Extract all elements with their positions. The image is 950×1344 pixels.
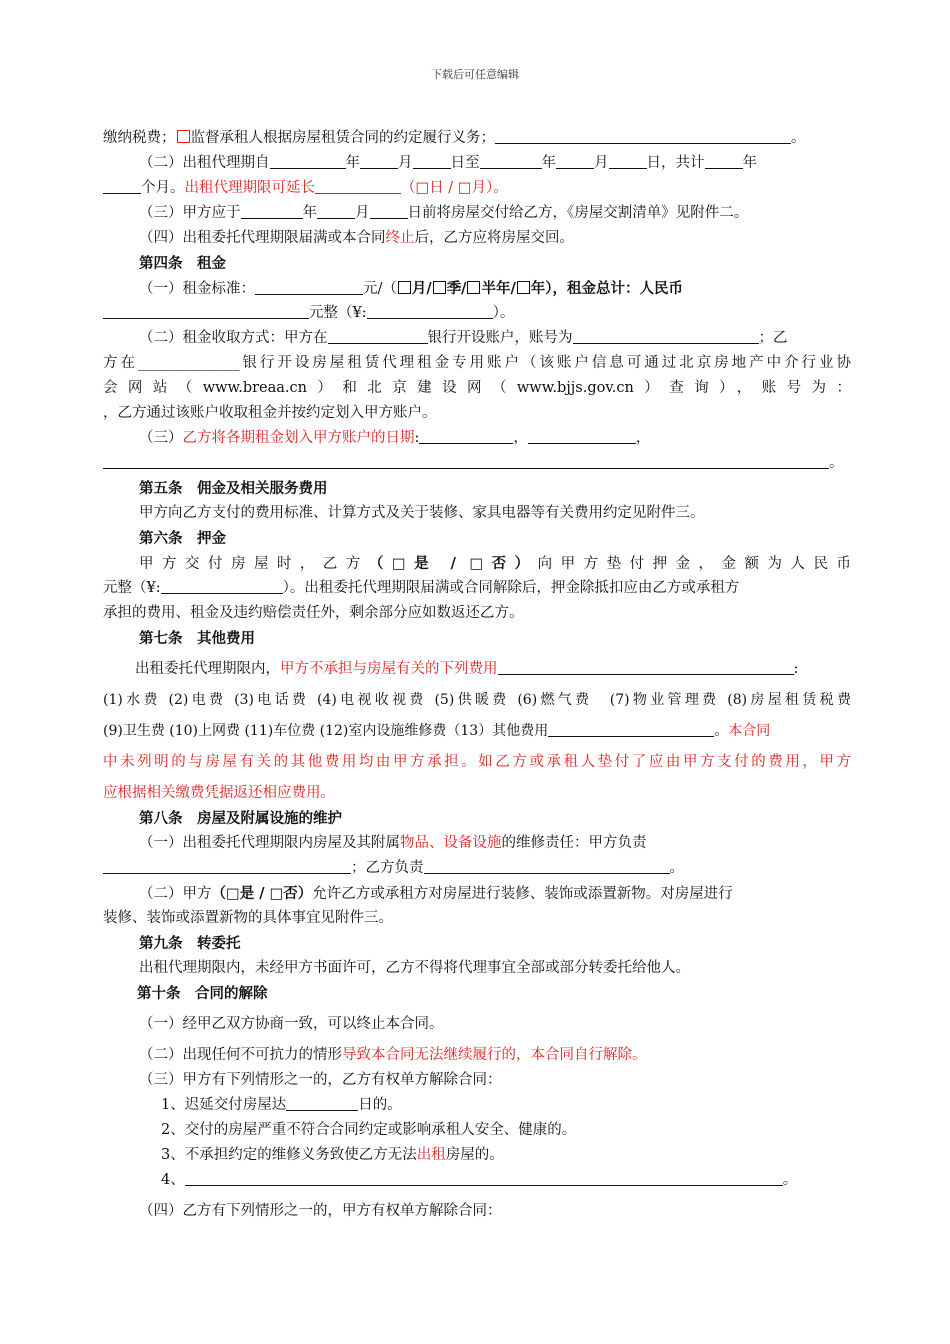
blank-field[interactable] (528, 427, 636, 444)
article-heading: 第九条 转委托 (139, 935, 241, 952)
blank-field[interactable] (103, 857, 351, 874)
checkbox-icon[interactable] (433, 281, 446, 294)
blank-field[interactable] (241, 202, 303, 219)
blank-field[interactable] (556, 152, 594, 169)
blank-field[interactable] (103, 452, 829, 469)
blank-field[interactable] (573, 327, 759, 344)
blank-field[interactable] (270, 152, 346, 169)
para-line: （一）经甲乙双方协商一致，可以终止本合同。 (139, 1016, 444, 1032)
blank-field[interactable] (419, 427, 513, 444)
para-line: (1)水费 (2)电费 (3)电话费 (4)电视收视费 (5)供暖费 (6)燃气费 (7)物业管理费 (8)房屋租赁税费 (103, 692, 851, 708)
para-line: 元整（¥: ）。出租委托代理期限届满或合同解除后，押金除抵扣应由乙方或承租方 (103, 576, 851, 601)
para-line: （二）甲方（□是 / □否）允许乙方或承租方对房屋进行装修、装饰或添置新物。对房屋进行 (139, 885, 733, 902)
para-line: 会网站（www.breaa.cn）和北京建设网（www.bjjs.gov.cn）查询），账号为： (103, 380, 851, 396)
para-line: ，乙方通过该账户收取租金并按约定划入甲方账户。 (103, 405, 437, 421)
blank-field[interactable] (367, 302, 493, 319)
blank-field[interactable] (548, 720, 714, 737)
blank-field[interactable] (103, 302, 309, 319)
para-line: （三）乙方将各期租金划入甲方账户的日期: ， ， (103, 426, 851, 451)
blank-field[interactable] (315, 177, 401, 194)
article-heading: 第七条 其他费用 (139, 630, 255, 647)
para-line: （二）出租代理期自 年 月 日至 年 月 日，共计 年 (103, 151, 851, 176)
blank-field[interactable] (286, 1094, 358, 1111)
para-line: 甲方向乙方支付的费用标准、计算方式及关于装修、家具电器等有关费用约定见附件三。 (139, 505, 705, 521)
blank-field[interactable] (317, 202, 355, 219)
para-line: ；乙方负责 。 (103, 856, 851, 881)
checkbox-icon[interactable] (398, 281, 411, 294)
para-line: 1、迟延交付房屋达 日的。 (103, 1093, 851, 1118)
blank-field[interactable] (255, 278, 363, 295)
para-line: 装修、装饰或添置新物的具体事宜见附件三。 (103, 910, 393, 926)
para-line: 甲方交付房屋时，乙方（□是 / □否）向甲方垫付押金，金额为人民币 (139, 555, 851, 572)
checkbox-icon[interactable] (517, 281, 530, 294)
para-line: （一）租金标准： 元/（ 月/ 季/ 半年/ 年），租金总计：人民币 (139, 280, 684, 297)
blank-field[interactable] (498, 658, 794, 675)
blank-field[interactable] (370, 202, 408, 219)
article-heading: 第六条 押金 (139, 530, 226, 547)
blank-field[interactable] (360, 152, 398, 169)
para-line: 中未列明的与房屋有关的其他费用均由甲方承担。如乙方或承租人垫付了应由甲方支付的费用，甲方 (103, 754, 851, 770)
blank-field[interactable] (424, 857, 670, 874)
para-line: （二）租金收取方式：甲方在 银行开设账户，账号为 ；乙 (103, 326, 851, 351)
blank-field[interactable] (185, 1169, 783, 1186)
para-line: 2、交付的房屋严重不符合合同约定或影响承租人安全、健康的。 (161, 1122, 577, 1138)
blank-field[interactable] (413, 152, 451, 169)
para-line: （三）甲方有下列情形之一的，乙方有权单方解除合同： (139, 1072, 502, 1088)
para-line: 承担的费用、租金及违约赔偿责任外，剩余部分应如数返还乙方。 (103, 605, 524, 621)
para-line: 缴纳税费； 监督承租人根据房屋租赁合同的约定履行义务； 。 (103, 126, 851, 151)
article-heading: 第五条 佣金及相关服务费用 (139, 480, 328, 497)
blank-field[interactable] (495, 127, 791, 144)
blank-field[interactable] (480, 152, 542, 169)
page-header: 下载后可任意编辑 (431, 68, 519, 81)
para-line: 个月。出租代理期限可延长 （□日 / □月）。 (103, 176, 851, 201)
contract-document (103, 126, 851, 1224)
para-line: （三）甲方应于 年 月 日前将房屋交付给乙方，《房屋交割清单》见附件二。 (103, 201, 851, 226)
para-line: 。 (103, 451, 851, 476)
para-line: 3、不承担约定的维修义务致使乙方无法出租房屋的。 (161, 1147, 504, 1163)
para-line: 出租委托代理期限内，甲方不承担与房屋有关的下列费用 : (103, 657, 851, 682)
para-line: (9)卫生费 (10)上网费 (11)车位费 (12)室内设施维修费（13）其他费用 。本合同 (103, 719, 851, 744)
para-line: （一）出租委托代理期限内房屋及其附属物品、设备设施的维修责任：甲方负责 (139, 835, 647, 851)
blank-field[interactable] (705, 152, 743, 169)
para-line: （四）乙方有下列情形之一的，甲方有权单方解除合同： (139, 1203, 502, 1219)
para-line: 出租代理期限内，未经甲方书面许可，乙方不得将代理事宜全部或部分转委托给他人。 (139, 960, 690, 976)
article-heading: 第四条 租金 (139, 255, 226, 272)
article-heading: 第十条 合同的解除 (137, 985, 268, 1002)
para-line: 方在______________银行开设房屋租赁代理租金专用账户（该账户信息可通过北京房地产中介行业协 (103, 355, 851, 371)
para-line: 应根据相关缴费凭据返还相应费用。 (103, 785, 335, 801)
para-line: （二）出现任何不可抗力的情形导致本合同无法继续履行的，本合同自行解除。 (139, 1047, 647, 1063)
checkbox-icon[interactable] (177, 130, 190, 143)
para-line: 元整（¥: ）。 (103, 301, 851, 326)
para-line: 4、 。 (103, 1168, 851, 1193)
blank-field[interactable] (161, 577, 283, 594)
checkbox-icon[interactable] (467, 281, 480, 294)
blank-field[interactable] (103, 177, 141, 194)
blank-field[interactable] (609, 152, 647, 169)
article-heading: 第八条 房屋及附属设施的维护 (139, 810, 342, 827)
blank-field[interactable] (328, 327, 428, 344)
para-line: （四）出租委托代理期限届满或本合同终止后，乙方应将房屋交回。 (139, 230, 574, 246)
